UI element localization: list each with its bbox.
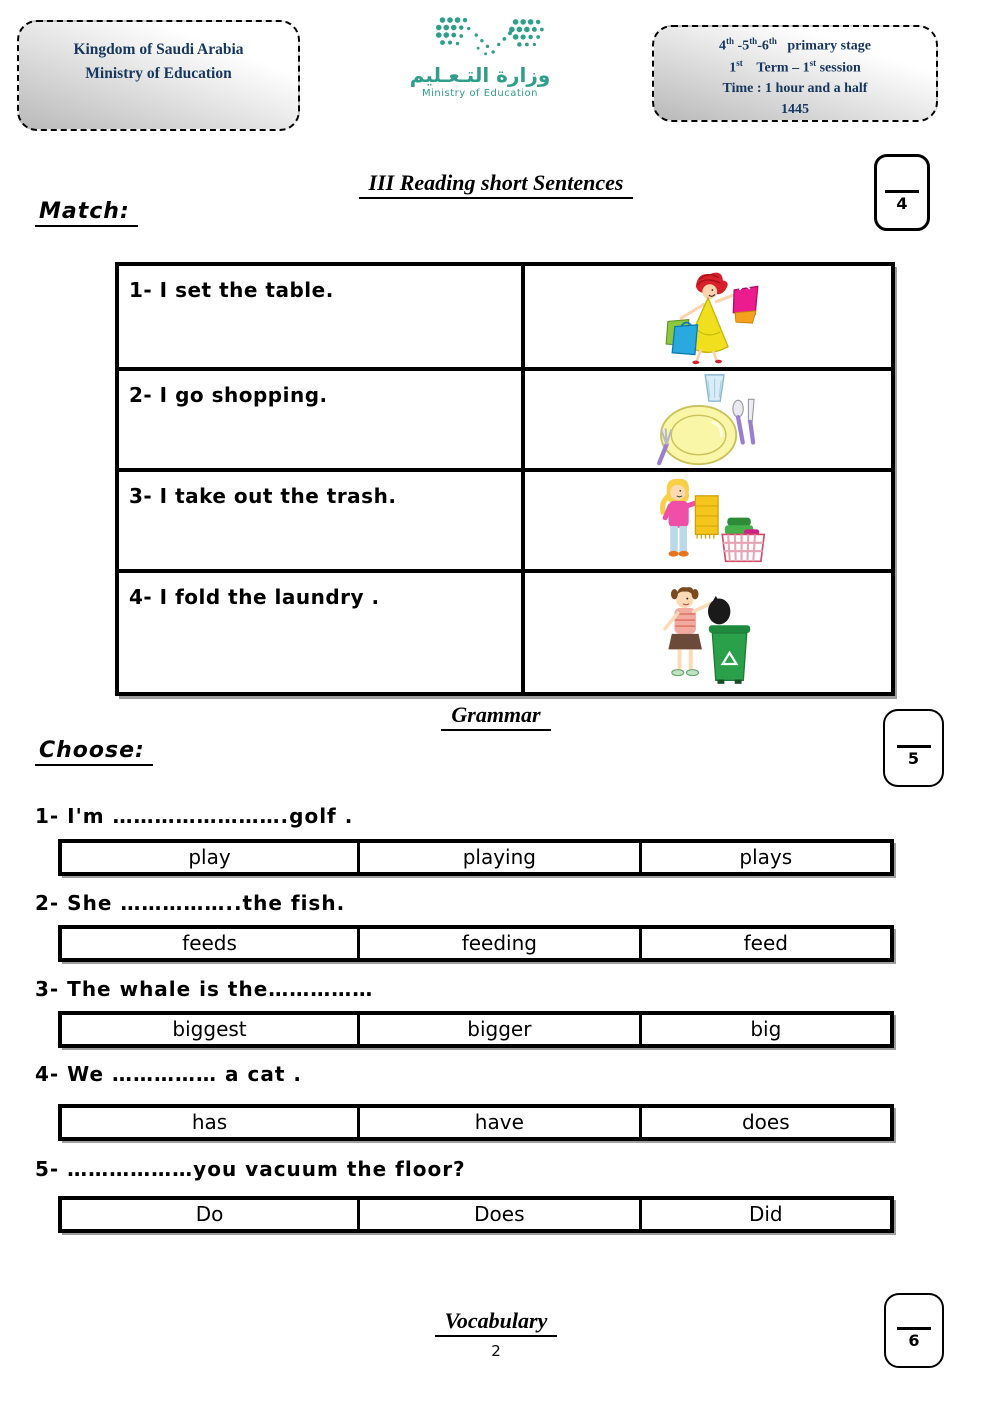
time-line: Time : 1 hour and a half bbox=[722, 81, 868, 97]
stage-line: 4th -5th-6th primary stage bbox=[719, 36, 871, 54]
match-sentence-1[interactable]: 1- I set the table. bbox=[119, 266, 525, 367]
question-4-options bbox=[58, 1104, 894, 1141]
page-number: 2 bbox=[491, 1342, 501, 1360]
match-sentence-4[interactable]: 4- I fold the laundry . bbox=[119, 573, 525, 692]
option-cell[interactable]: feeding bbox=[360, 929, 642, 958]
logo-arabic-text: وزارة التـعـليم bbox=[409, 63, 551, 87]
option-cell[interactable]: playing bbox=[360, 843, 642, 872]
choose-heading: Choose: bbox=[35, 738, 153, 766]
exam-info-box bbox=[652, 25, 938, 122]
reading-score-blank[interactable] bbox=[885, 190, 919, 193]
reading-section-title-row bbox=[30, 170, 962, 199]
match-row-4 bbox=[119, 573, 891, 692]
reading-score-total: 4 bbox=[896, 194, 908, 213]
option-cell[interactable]: Does bbox=[360, 1200, 642, 1229]
grammar-score-total: 5 bbox=[907, 749, 920, 768]
match-row-3 bbox=[119, 472, 891, 573]
question-1-prompt: 1- I'm …………………….golf . bbox=[35, 804, 354, 828]
option-cell[interactable]: big bbox=[750, 1016, 782, 1041]
option-cell[interactable]: has bbox=[62, 1108, 360, 1137]
option-cell[interactable]: Did bbox=[748, 1201, 783, 1226]
match-sentence-3[interactable]: 3- I take out the trash. bbox=[119, 472, 525, 569]
logo-english-text: Ministry of Education bbox=[422, 88, 538, 99]
option-cell[interactable]: does bbox=[741, 1109, 790, 1134]
question-2-prompt: 2- She ……………..the fish. bbox=[35, 891, 346, 915]
option-cell[interactable]: biggest bbox=[62, 1015, 360, 1044]
term-line: 1st Term – 1st session bbox=[729, 57, 861, 76]
question-5-prompt: 5- ………………you vacuum the floor? bbox=[35, 1157, 466, 1181]
ministry-header-box bbox=[17, 20, 300, 131]
girl-trash-bin-image bbox=[633, 577, 783, 689]
reading-score-box bbox=[874, 154, 930, 231]
question-1-options bbox=[58, 839, 894, 876]
vocabulary-section-title: Vocabulary bbox=[435, 1308, 558, 1337]
logo-dots-icon bbox=[405, 14, 555, 58]
option-cell[interactable]: bigger bbox=[360, 1015, 642, 1044]
match-image-cell-2[interactable] bbox=[525, 371, 891, 468]
question-3-prompt: 3- The whale is the…………… bbox=[35, 977, 374, 1001]
ministry-of-education-logo bbox=[380, 14, 580, 99]
grammar-section-title-row bbox=[30, 702, 962, 731]
grammar-score-box bbox=[883, 709, 944, 787]
vocabulary-section-title-row bbox=[30, 1308, 962, 1337]
question-4-prompt: 4- We …………… a cat . bbox=[35, 1062, 302, 1086]
option-cell[interactable]: Do bbox=[62, 1200, 360, 1229]
year-line: 1445 bbox=[781, 102, 809, 118]
reading-section-title: III Reading short Sentences bbox=[359, 170, 634, 199]
choose-heading-wrap bbox=[35, 738, 153, 766]
match-image-cell-4[interactable] bbox=[525, 573, 891, 692]
vocabulary-score-blank[interactable] bbox=[897, 1327, 931, 1330]
question-5-options bbox=[58, 1196, 894, 1233]
option-cell[interactable]: plays bbox=[739, 844, 793, 869]
match-heading: Match: bbox=[35, 199, 138, 227]
question-2-options bbox=[58, 925, 894, 962]
grammar-score-blank[interactable] bbox=[897, 745, 931, 748]
girl-folding-laundry-image bbox=[628, 474, 788, 568]
match-image-cell-3[interactable] bbox=[525, 472, 891, 569]
option-cell[interactable]: feed bbox=[743, 930, 788, 955]
match-heading-wrap bbox=[35, 199, 138, 227]
ministry-line: Ministry of Education bbox=[85, 65, 232, 83]
match-image-cell-1[interactable] bbox=[525, 266, 891, 367]
match-table bbox=[115, 262, 895, 696]
girl-shopping-image bbox=[618, 269, 798, 365]
match-sentence-2[interactable]: 2- I go shopping. bbox=[119, 371, 525, 468]
question-3-options bbox=[58, 1011, 894, 1048]
option-cell[interactable]: have bbox=[360, 1108, 642, 1137]
grammar-section-title: Grammar bbox=[441, 702, 550, 731]
match-row-2 bbox=[119, 371, 891, 472]
vocabulary-score-total: 6 bbox=[908, 1331, 920, 1350]
option-cell[interactable]: feeds bbox=[62, 929, 360, 958]
match-row-1 bbox=[119, 266, 891, 371]
table-setting-image bbox=[648, 373, 768, 467]
kingdom-line: Kingdom of Saudi Arabia bbox=[73, 41, 244, 58]
option-cell[interactable]: play bbox=[62, 843, 360, 872]
